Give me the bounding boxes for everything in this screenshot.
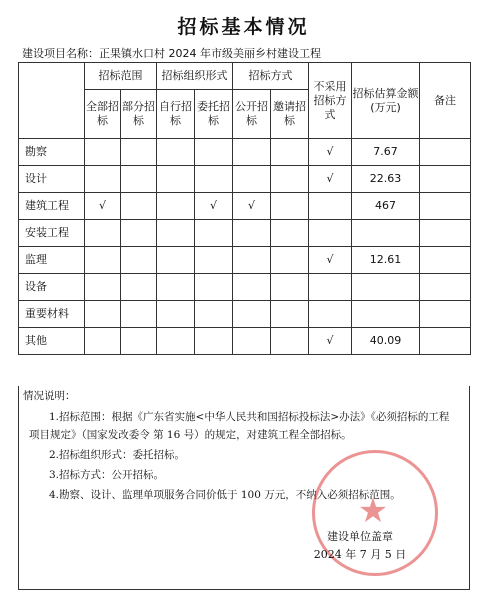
cell-amount (352, 220, 420, 247)
note-item: 3.招标方式：公开招标。 (49, 469, 165, 481)
cell-open (233, 328, 271, 355)
cell-remark (420, 220, 471, 247)
cell-open: √ (233, 193, 271, 220)
cell-invite (271, 247, 309, 274)
cell-self (157, 301, 195, 328)
header-invite: 邀请招标 (271, 90, 309, 139)
cell-remark (420, 328, 471, 355)
page-title: 招标基本情况 (177, 16, 310, 38)
cell-amount: 467 (352, 193, 420, 220)
cell-partial (121, 166, 157, 193)
cell-name: 勘察 (19, 139, 85, 166)
cell-not-used: √ (309, 328, 352, 355)
cell-remark (420, 247, 471, 274)
cell-invite (271, 328, 309, 355)
corner-cell (19, 63, 85, 139)
cell-name: 其他 (19, 328, 85, 355)
cell-amount: 22.63 (352, 166, 420, 193)
cell-all: √ (85, 193, 121, 220)
table-row (19, 247, 471, 274)
header-estimate: 招标估算金额(万元) (352, 63, 420, 139)
cell-entrust: √ (195, 193, 233, 220)
table-row (19, 166, 471, 193)
cell-entrust (195, 274, 233, 301)
cell-invite (271, 193, 309, 220)
cell-invite (271, 274, 309, 301)
cell-amount (352, 301, 420, 328)
notes-heading: 情况说明： (23, 390, 76, 402)
table-row (19, 139, 471, 166)
tender-table (18, 62, 471, 355)
cell-all (85, 328, 121, 355)
cell-self (157, 274, 195, 301)
cell-name: 设备 (19, 274, 85, 301)
note-item: 1.招标范围：根据《广东省实施<中华人民共和国招标投标法>办法》《必须招标的工程项目规定》（国家发改委令 第 16 号）的规定，对建筑工程全部招标。 (29, 411, 450, 441)
cell-entrust (195, 247, 233, 274)
project-name-line: 建设项目名称：正果镇水口村 2024 年市级美丽乡村建设工程 (22, 47, 321, 60)
cell-all (85, 220, 121, 247)
signature-date: 2024 年 7 月 5 日 (313, 548, 407, 561)
cell-remark (420, 166, 471, 193)
cell-partial (121, 301, 157, 328)
cell-not-used: √ (309, 166, 352, 193)
cell-remark (420, 193, 471, 220)
cell-name: 设计 (19, 166, 85, 193)
cell-open (233, 166, 271, 193)
cell-not-used (309, 220, 352, 247)
cell-amount: 12.61 (352, 247, 420, 274)
cell-entrust (195, 328, 233, 355)
cell-partial (121, 328, 157, 355)
cell-self (157, 166, 195, 193)
cell-amount (352, 274, 420, 301)
cell-invite (271, 220, 309, 247)
cell-amount: 40.09 (352, 328, 420, 355)
cell-remark (420, 301, 471, 328)
cell-name: 重要材料 (19, 301, 85, 328)
cell-partial (121, 193, 157, 220)
cell-open (233, 247, 271, 274)
header-org-form: 招标组织形式 (157, 63, 233, 90)
cell-open (233, 139, 271, 166)
cell-all (85, 301, 121, 328)
cell-not-used: √ (309, 247, 352, 274)
note-item: 4.勘察、设计、监理单项服务合同价低于 100 万元，不纳入必须招标范围。 (49, 489, 401, 501)
cell-invite (271, 139, 309, 166)
table-row (19, 220, 471, 247)
table-row (19, 301, 471, 328)
cell-entrust (195, 139, 233, 166)
cell-not-used (309, 274, 352, 301)
cell-all (85, 247, 121, 274)
cell-entrust (195, 166, 233, 193)
cell-amount: 7.67 (352, 139, 420, 166)
table-row (19, 193, 471, 220)
cell-open (233, 220, 271, 247)
cell-name: 安装工程 (19, 220, 85, 247)
header-partial: 部分招标 (121, 90, 157, 139)
cell-invite (271, 301, 309, 328)
cell-partial (121, 139, 157, 166)
header-method: 招标方式 (233, 63, 309, 90)
seal-star-icon: ★ (357, 491, 389, 531)
table-body (19, 139, 471, 355)
cell-self (157, 139, 195, 166)
header-all: 全部招标 (85, 90, 121, 139)
cell-not-used (309, 193, 352, 220)
header-scope: 招标范围 (85, 63, 157, 90)
cell-entrust (195, 301, 233, 328)
header-open: 公开招标 (233, 90, 271, 139)
header-not-used: 不采用招标方式 (309, 63, 352, 139)
cell-name: 监理 (19, 247, 85, 274)
cell-self (157, 328, 195, 355)
signature-unit: 建设单位盖章 (327, 530, 393, 543)
cell-self (157, 220, 195, 247)
cell-open (233, 274, 271, 301)
cell-all (85, 166, 121, 193)
cell-self (157, 247, 195, 274)
cell-all (85, 139, 121, 166)
cell-remark (420, 274, 471, 301)
header-remark: 备注 (420, 63, 471, 139)
cell-open (233, 301, 271, 328)
cell-remark (420, 139, 471, 166)
cell-partial (121, 220, 157, 247)
note-item: 2.招标组织形式：委托招标。 (49, 449, 186, 461)
cell-not-used (309, 301, 352, 328)
header-self: 自行招标 (157, 90, 195, 139)
cell-invite (271, 166, 309, 193)
cell-not-used: √ (309, 139, 352, 166)
cell-name: 建筑工程 (19, 193, 85, 220)
header-entrust: 委托招标 (195, 90, 233, 139)
table-row (19, 274, 471, 301)
cell-partial (121, 274, 157, 301)
table-row (19, 328, 471, 355)
cell-self (157, 193, 195, 220)
cell-partial (121, 247, 157, 274)
cell-entrust (195, 220, 233, 247)
cell-all (85, 274, 121, 301)
